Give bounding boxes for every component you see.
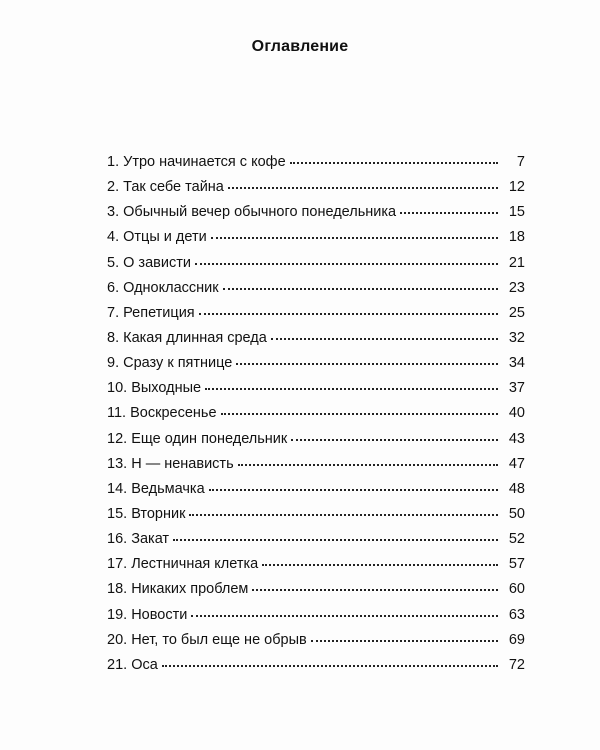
dot-leader <box>211 236 498 239</box>
entry-title: Какая длинная среда <box>123 329 267 346</box>
entry-title: Репетиция <box>123 304 195 321</box>
entry-title: Ведьмачка <box>131 480 205 497</box>
entry-page-number: 43 <box>508 430 525 447</box>
entry-text <box>107 552 262 577</box>
toc-entry <box>107 502 525 527</box>
entry-page-number: 48 <box>508 480 525 497</box>
toc-entry <box>107 276 525 301</box>
entry-title: Нет, то был еще не обрыв <box>131 631 307 648</box>
entry-number: 17. <box>107 556 128 573</box>
toc-entry <box>107 552 525 577</box>
entry-number: 3. <box>107 204 120 221</box>
dot-leader <box>209 488 498 491</box>
entry-page-number: 63 <box>508 606 525 623</box>
dot-leader <box>189 513 498 516</box>
entry-number: 20. <box>107 631 128 648</box>
toc-entry <box>107 427 525 452</box>
toc-entry <box>107 653 525 678</box>
entry-title: Новости <box>131 606 188 623</box>
toc-entry <box>107 527 525 552</box>
toc-title: Оглавление <box>251 38 349 55</box>
entry-text <box>107 326 271 351</box>
entry-text <box>107 628 311 653</box>
entry-number: 4. <box>107 229 120 246</box>
dot-leader <box>236 362 498 365</box>
entry-text <box>107 477 209 502</box>
entry-title: Вторник <box>131 505 186 522</box>
entry-title: Н — ненависть <box>131 455 234 472</box>
entry-page-number: 15 <box>508 204 525 221</box>
entry-title: О зависти <box>123 254 191 271</box>
entry-page-number: 57 <box>508 556 525 573</box>
entry-text <box>107 200 400 225</box>
toc-list <box>107 150 525 678</box>
entry-number: 19. <box>107 606 128 623</box>
entry-text <box>107 603 191 628</box>
dot-leader <box>290 161 498 164</box>
entry-page-number: 12 <box>508 179 525 196</box>
entry-page-number: 23 <box>508 279 525 296</box>
entry-text <box>107 225 211 250</box>
entry-page-number: 47 <box>508 455 525 472</box>
entry-text <box>107 276 223 301</box>
toc-entry <box>107 603 525 628</box>
toc-entry <box>107 628 525 653</box>
entry-text <box>107 251 195 276</box>
entry-number: 1. <box>107 154 120 170</box>
entry-title: Воскресенье <box>130 405 217 422</box>
dot-leader <box>162 664 498 667</box>
entry-number: 11. <box>107 405 127 422</box>
entry-number: 2. <box>107 179 120 196</box>
dot-leader <box>311 639 498 642</box>
entry-number: 9. <box>107 355 120 372</box>
entry-text <box>107 301 199 326</box>
entry-title: Отцы и дети <box>123 229 207 246</box>
entry-title: Сразу к пятнице <box>123 355 233 372</box>
entry-number: 18. <box>107 581 128 598</box>
toc-entry <box>107 225 525 250</box>
entry-number: 14. <box>107 480 128 497</box>
entry-number: 6. <box>107 279 120 296</box>
toc-entry <box>107 452 525 477</box>
entry-title: Выходные <box>131 380 202 397</box>
entry-number: 12. <box>107 430 128 447</box>
entry-text <box>107 401 221 426</box>
entry-text <box>107 452 238 477</box>
entry-text <box>107 527 173 552</box>
entry-title: Одноклассник <box>123 279 219 296</box>
dot-leader <box>291 438 498 441</box>
entry-title: Никаких проблем <box>131 581 249 598</box>
entry-page-number: 25 <box>508 304 525 321</box>
entry-number: 10. <box>107 380 128 397</box>
dot-leader <box>205 387 498 390</box>
dot-leader <box>173 538 498 541</box>
dot-leader <box>271 337 498 340</box>
entry-page-number: 69 <box>508 631 525 648</box>
entry-page-number: 18 <box>508 229 525 246</box>
entry-text <box>107 150 290 175</box>
entry-number: 15. <box>107 505 128 522</box>
toc-entry <box>107 175 525 200</box>
entry-number: 5. <box>107 254 120 271</box>
dot-leader <box>252 588 498 591</box>
entry-page-number: 72 <box>508 656 525 673</box>
entry-page-number: 34 <box>508 355 525 372</box>
entry-page-number: 40 <box>508 405 525 422</box>
dot-leader <box>400 211 498 214</box>
toc-entry <box>107 401 525 426</box>
entry-title: Лестничная клетка <box>131 556 259 573</box>
dot-leader <box>221 412 498 415</box>
dot-leader <box>199 312 498 315</box>
dot-leader <box>223 287 498 290</box>
toc-entry <box>107 326 525 351</box>
toc-entry <box>107 301 525 326</box>
entry-title: Еще один понедельник <box>131 430 288 447</box>
entry-page-number: 50 <box>508 505 525 522</box>
entry-text <box>107 351 236 376</box>
entry-title: Утро начинается с кофе <box>123 154 286 170</box>
toc-entry <box>107 251 525 276</box>
dot-leader <box>191 614 498 617</box>
dot-leader <box>262 563 498 566</box>
dot-leader <box>238 463 498 466</box>
entry-title: Так себе тайна <box>123 179 224 196</box>
toc-entry <box>107 351 525 376</box>
entry-title: Закат <box>131 531 170 548</box>
entry-page-number: 37 <box>508 380 525 397</box>
entry-page-number: 32 <box>508 329 525 346</box>
entry-text <box>107 427 291 452</box>
entry-title: Оса <box>131 656 158 673</box>
entry-text <box>107 577 252 602</box>
toc-entry <box>107 150 525 175</box>
toc-entry <box>107 200 525 225</box>
toc-entry <box>107 577 525 602</box>
entry-title: Обычный вечер обычного понедельника <box>123 204 397 221</box>
entry-number: 16. <box>107 531 128 548</box>
entry-number: 13. <box>107 455 128 472</box>
entry-page-number: 60 <box>508 581 525 598</box>
entry-text <box>107 175 228 200</box>
entry-text <box>107 653 162 678</box>
toc-entry <box>107 477 525 502</box>
entry-page-number: 7 <box>516 154 525 170</box>
dot-leader <box>228 186 498 189</box>
entry-number: 8. <box>107 329 120 346</box>
entry-text <box>107 502 189 527</box>
toc-entry <box>107 376 525 401</box>
dot-leader <box>195 262 498 265</box>
entry-page-number: 52 <box>508 531 525 548</box>
entry-page-number: 21 <box>508 254 525 271</box>
entry-text <box>107 376 205 401</box>
entry-number: 7. <box>107 304 120 321</box>
entry-number: 21. <box>107 656 128 673</box>
